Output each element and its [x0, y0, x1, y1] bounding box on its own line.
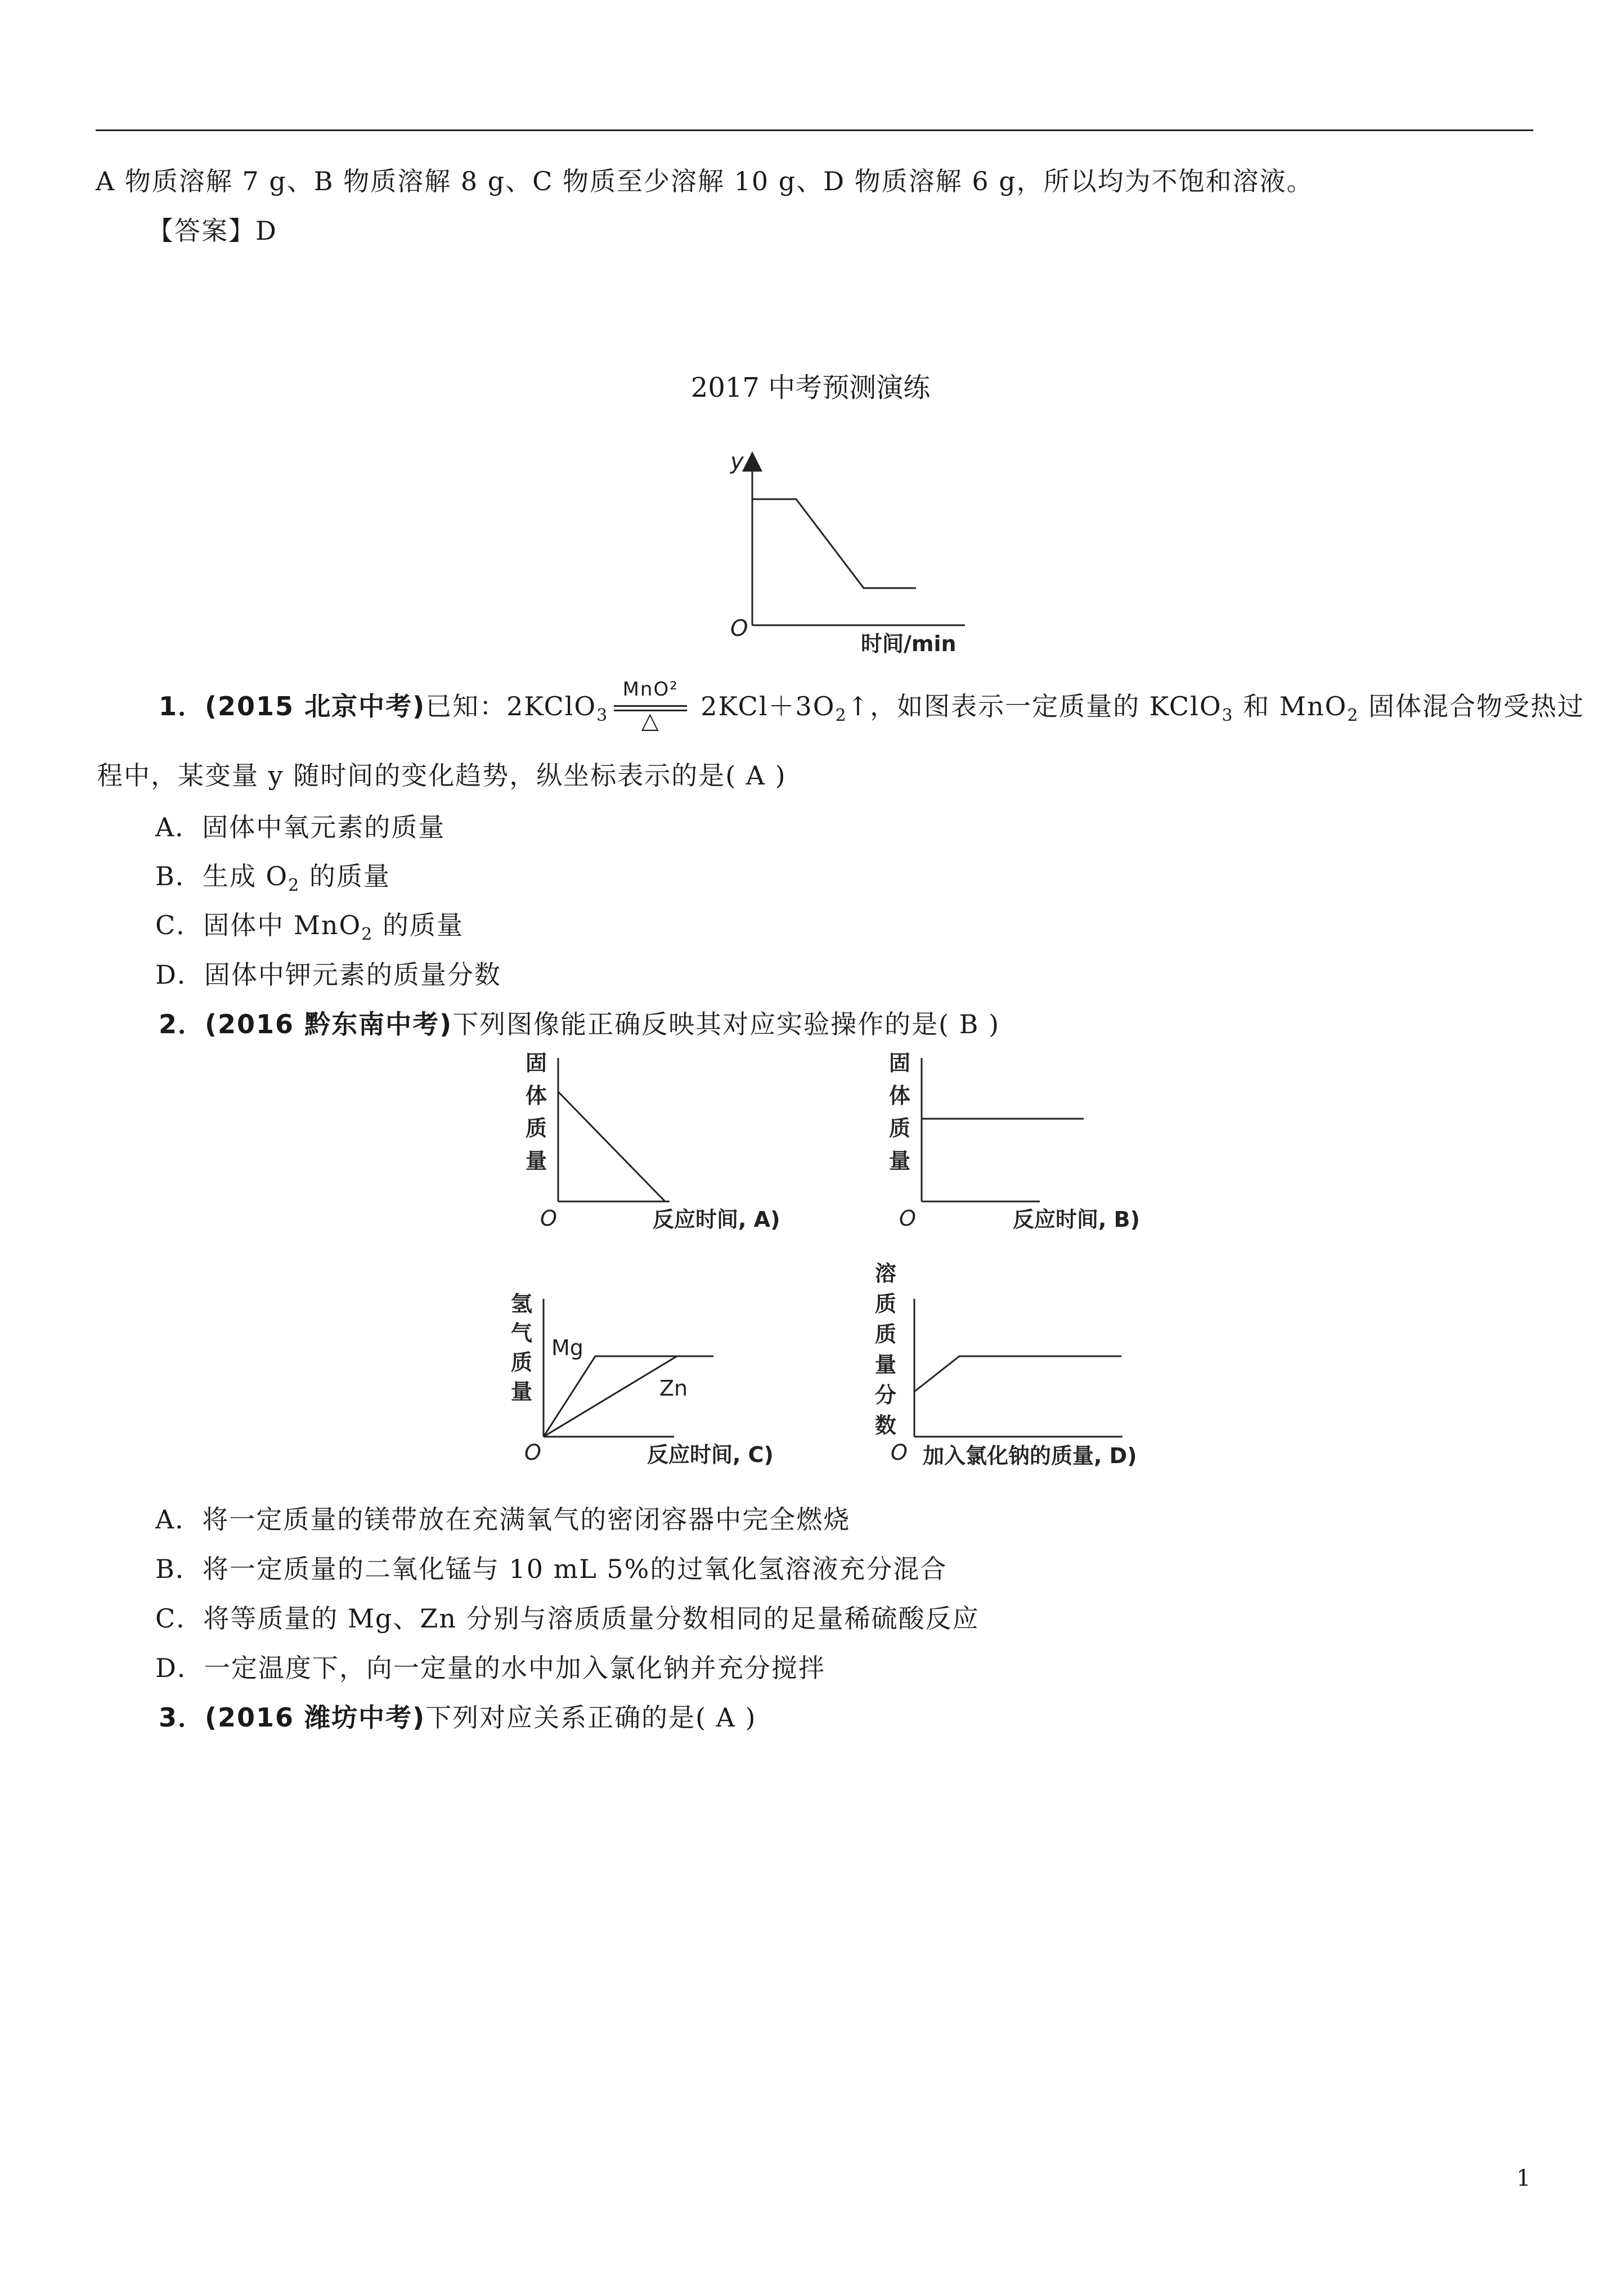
graph-c-y-label-1: 氢 [511, 1292, 533, 1316]
graph-b-y-label-3: 质 [889, 1116, 911, 1141]
graph-d-y-label-2: 质 [875, 1292, 897, 1316]
q2-option-d: D．一定温度下，向一定量的水中加入氯化钠并充分搅拌 [155, 1653, 825, 1683]
q2-graph-c [500, 1288, 815, 1482]
page-number: 1 [1516, 2165, 1531, 2191]
graph-c-origin: O [524, 1440, 541, 1465]
q1-stem: 1．(2015 北京中考)已知：2KClO$_3$ MnO² △ $2KCl+3O_2↑$，如图表示一定质量的 KClO$_3$ 和 MnO$_2$ 固体混合物受热过 [159, 689, 1584, 723]
graph-a-y-label-4: 量 [526, 1149, 547, 1173]
q3-stem: 3．(2016 潍坊中考)下列对应关系正确的是( A ) [159, 1702, 757, 1733]
graph-c-x-label: 反应时间, C) [647, 1442, 774, 1467]
q3-source: (2016 潍坊中考) [205, 1702, 426, 1733]
graph-c-y-label-3: 质 [511, 1350, 533, 1375]
gas-arrow-icon: ↑ [847, 691, 870, 721]
q1-curve [752, 499, 916, 588]
q1-option-a: A．固体中氧元素的质量 [155, 812, 446, 842]
graph-b-y-label-2: 体 [889, 1083, 911, 1108]
graph-a-y-label-3: 质 [526, 1116, 547, 1141]
graph-a-curve [558, 1092, 665, 1201]
q1-reaction-condition [614, 678, 687, 734]
answer-line: 【答案】D [147, 216, 277, 246]
q2-number: 2． [159, 1009, 205, 1039]
q3-number: 3． [159, 1702, 205, 1733]
graph-c-label-zn: Zn [659, 1376, 688, 1401]
q1-source: (2015 北京中考) [205, 691, 426, 721]
graph-a-origin: O [540, 1206, 557, 1231]
graph-c-series-mg [544, 1356, 713, 1437]
q1-option-c: C．固体中 MnO$_2$ 的质量 [155, 910, 464, 944]
graph-d-curve [914, 1356, 1121, 1392]
section-heading: 2017 中考预测演练 [690, 372, 931, 403]
graph-d-y-label-3: 质 [875, 1322, 897, 1347]
graph-d-origin: O [891, 1440, 908, 1465]
graph-c-y-label-2: 气 [511, 1321, 533, 1346]
q1-equation-products: 2KCl＋3O [701, 691, 836, 721]
graph-a-y-label-2: 体 [526, 1083, 547, 1108]
intro-line: A 物质溶解 7 g、B 物质溶解 8 g、C 物质至少溶解 10 g、D 物质溶解 6 g，所以均为不饱和溶液。 [96, 166, 1314, 196]
q2-graph-b [877, 1047, 1169, 1241]
q1-catalyst: MnO² [622, 678, 679, 701]
q1-x-label: 时间/min [861, 631, 957, 656]
graph-c-y-label-4: 量 [511, 1379, 533, 1404]
q1-origin-label: O [730, 616, 748, 642]
q1-number: 1． [159, 691, 205, 721]
q2-option-a: A．将一定质量的镁带放在充满氧气的密闭容器中完全燃烧 [155, 1504, 851, 1535]
graph-b-y-label-1: 固 [889, 1051, 911, 1075]
graph-a-y-label-1: 固 [526, 1051, 547, 1075]
q2-source: (2016 黔东南中考) [205, 1009, 453, 1039]
q2-option-c: C．将等质量的 Mg、Zn 分别与溶质质量分数相同的足量稀硫酸反应 [155, 1603, 980, 1634]
graph-d-y-label-1: 溶 [875, 1261, 897, 1286]
graph-b-y-label-4: 量 [889, 1149, 911, 1173]
q1-option-b: B．生成 $O_2$ 的质量 [155, 861, 390, 895]
graph-a-x-label: 反应时间, A) [653, 1207, 780, 1232]
q2-stem: 2．(2016 黔东南中考)下列图像能正确反映其对应实验操作的是( B ) [159, 1009, 1000, 1039]
graph-d-y-label-6: 数 [875, 1413, 897, 1438]
graph-b-origin: O [899, 1206, 916, 1231]
graph-c-series-zn [544, 1356, 677, 1437]
heat-symbol: △ [641, 708, 660, 734]
graph-c-label-mg: Mg [551, 1335, 583, 1360]
graph-d-y-label-5: 分 [875, 1383, 897, 1407]
q1-equation-reactant: 已知：2KClO [425, 691, 597, 721]
q1-stem-continued: 程中，某变量 y 随时间的变化趋势，纵坐标表示的是( A ) [97, 760, 787, 791]
q1-y-label: y [730, 449, 744, 474]
q2-graph-a [518, 1047, 810, 1241]
q1-option-d: D．固体中钾元素的质量分数 [155, 959, 501, 990]
header-rule [96, 129, 1533, 131]
q2-option-b: B．将一定质量的二氧化锰与 10 mL 5%的过氧化氢溶液充分混合 [155, 1554, 948, 1584]
graph-d-x-label: 加入氯化钠的质量, D) [923, 1443, 1137, 1468]
q1-graph [720, 447, 979, 658]
q2-graph-d [869, 1254, 1184, 1482]
graph-b-x-label: 反应时间, B) [1013, 1207, 1140, 1232]
graph-d-y-label-4: 量 [875, 1352, 897, 1377]
